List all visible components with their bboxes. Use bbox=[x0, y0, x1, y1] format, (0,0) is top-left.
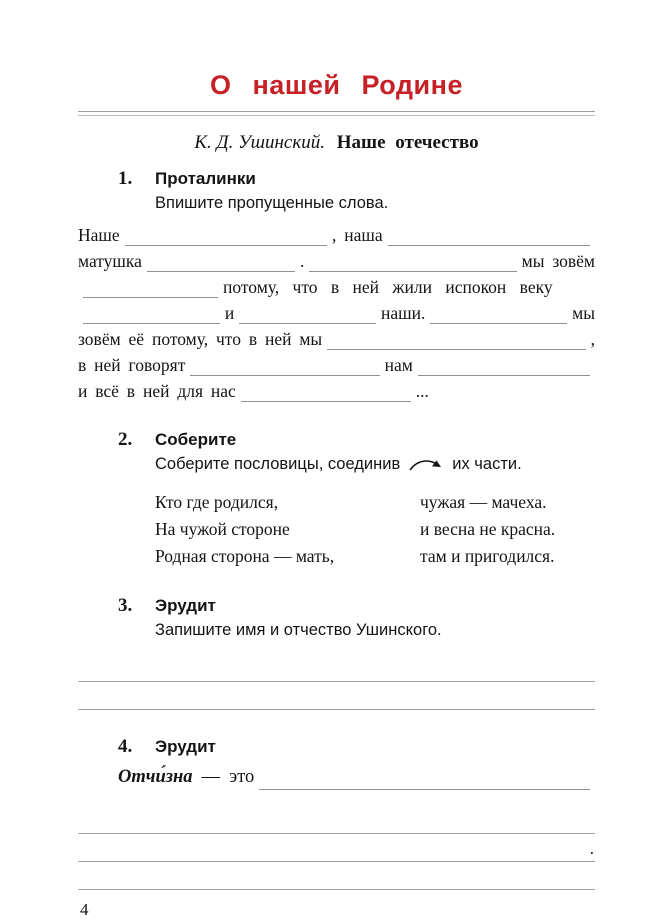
fill-line bbox=[78, 277, 595, 303]
task3-writing-lines bbox=[78, 654, 595, 710]
proverb-left: На чужой стороне bbox=[155, 519, 290, 539]
task2-instruction bbox=[155, 455, 595, 474]
writing-line bbox=[78, 834, 595, 862]
writing-line bbox=[78, 862, 595, 890]
fill-text: и bbox=[224, 303, 235, 323]
curved-connect-arrow-icon bbox=[407, 457, 445, 473]
task4-definition-line bbox=[118, 767, 595, 794]
task4-writing-lines bbox=[78, 806, 595, 890]
task2-header bbox=[118, 429, 595, 569]
fill-blank bbox=[241, 401, 411, 402]
fill-line bbox=[78, 381, 595, 407]
fill-text: , наша bbox=[332, 225, 383, 245]
writing-line bbox=[78, 806, 595, 834]
task1-body bbox=[155, 168, 595, 213]
fill-text: нам bbox=[384, 355, 413, 375]
fill-line bbox=[78, 303, 595, 329]
task3-header bbox=[118, 595, 595, 640]
fill-line bbox=[78, 251, 595, 277]
author-name: К. Д. Ушинский. bbox=[194, 132, 325, 153]
page-title: О нашей Родине bbox=[210, 70, 463, 100]
fill-line bbox=[78, 355, 595, 381]
fill-text: зовём её потому, что в ней мы bbox=[78, 329, 323, 349]
fill-blank bbox=[309, 271, 516, 272]
task1-fill-lines bbox=[78, 225, 595, 407]
title-rule bbox=[78, 111, 595, 116]
fill-blank bbox=[239, 323, 376, 324]
fill-text: Наше bbox=[78, 225, 120, 245]
fill-text: потому, что в ней жили испокон веку bbox=[223, 277, 553, 297]
proverb-pairs bbox=[155, 490, 595, 569]
task2-body bbox=[155, 429, 595, 569]
fill-blank bbox=[190, 375, 379, 376]
page-number: 4 bbox=[80, 900, 89, 919]
writing-line bbox=[78, 682, 595, 710]
task2-number: 2. bbox=[118, 429, 133, 450]
fill-blank bbox=[388, 245, 590, 246]
task1-heading: Проталинки bbox=[155, 169, 256, 188]
task1-number: 1. bbox=[118, 168, 133, 189]
fill-text: и всё в ней для нас bbox=[78, 381, 236, 401]
fill-blank bbox=[125, 245, 327, 246]
fill-text: , bbox=[590, 329, 595, 349]
task4-number: 4. bbox=[118, 736, 133, 757]
task3-number: 3. bbox=[118, 595, 133, 616]
fill-blank bbox=[83, 323, 220, 324]
proverb-left: Кто где родился, bbox=[155, 492, 279, 512]
fill-text: ... bbox=[415, 381, 429, 401]
task4-heading: Эрудит bbox=[155, 737, 216, 756]
work-title: Наше отечество bbox=[336, 132, 479, 153]
fill-text: матушка bbox=[78, 251, 142, 271]
fill-blank bbox=[147, 271, 295, 272]
task2-instruction-before: Соберите пословицы, соединив bbox=[155, 455, 401, 473]
fill-blank bbox=[259, 789, 590, 790]
task3-body bbox=[155, 595, 595, 640]
task4-term: Отчи́зна bbox=[118, 767, 193, 787]
task1-header bbox=[118, 168, 595, 213]
task3-instruction: Запишите имя и отчество Ушинского. bbox=[155, 621, 442, 639]
fill-blank bbox=[327, 349, 585, 350]
task4-body bbox=[155, 736, 595, 758]
task1-instruction: Впишите пропущенные слова. bbox=[155, 194, 389, 212]
task4-header bbox=[118, 736, 595, 758]
proverb-left: Родная сторона — мать, bbox=[155, 546, 335, 566]
lesson-subtitle bbox=[78, 132, 595, 154]
proverb-right: чужая — мачеха. bbox=[420, 492, 547, 512]
task2-heading: Соберите bbox=[155, 430, 237, 449]
writing-line bbox=[78, 654, 595, 682]
fill-blank bbox=[430, 323, 567, 324]
fill-line bbox=[78, 225, 595, 251]
fill-text: мы bbox=[572, 303, 596, 323]
proverb-right: там и пригодился. bbox=[420, 546, 555, 566]
fill-text: наши. bbox=[381, 303, 426, 323]
fill-blank bbox=[418, 375, 590, 376]
task2-instruction-after: их части. bbox=[452, 455, 522, 473]
fill-text: мы зовём bbox=[521, 251, 595, 271]
fill-line bbox=[78, 329, 595, 355]
fill-text: в ней говорят bbox=[78, 355, 186, 375]
task4-dash-text: — это bbox=[201, 767, 255, 787]
fill-text: . bbox=[299, 251, 305, 271]
fill-blank bbox=[83, 297, 218, 298]
proverb-right: и весна не красна. bbox=[420, 519, 556, 539]
page-content bbox=[78, 70, 595, 920]
trailing-period: . bbox=[589, 839, 594, 858]
task3-heading: Эрудит bbox=[155, 596, 216, 615]
